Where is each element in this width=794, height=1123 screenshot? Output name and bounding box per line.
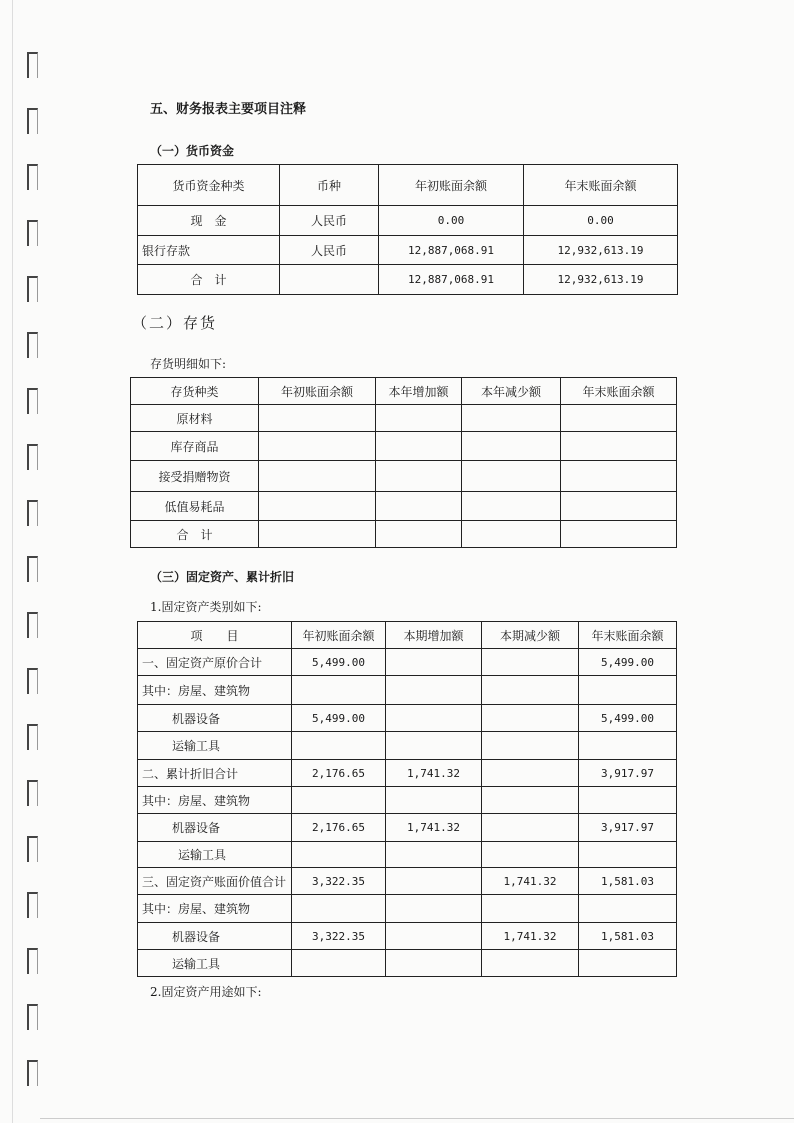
cell (259, 461, 376, 492)
table-row (138, 868, 677, 895)
cell (259, 432, 376, 461)
cell (386, 868, 482, 895)
cell: 1,741.32 (386, 760, 482, 787)
binding-hole-mark (27, 612, 38, 638)
cell: 3,322.35 (292, 868, 386, 895)
header-cell: 年初账面余额 (292, 622, 386, 649)
cell (482, 814, 579, 842)
cell (386, 950, 482, 977)
header-cell: 年初账面余额 (259, 378, 376, 405)
cell: 5,499.00 (579, 649, 677, 676)
cell: 一、固定资产原价合计 (138, 649, 292, 676)
cell (292, 787, 386, 814)
cell (462, 521, 561, 548)
cell (376, 521, 462, 548)
cell: 12,887,068.91 (379, 265, 524, 295)
cell (561, 461, 677, 492)
cell: 运输工具 (138, 732, 292, 760)
cell (376, 405, 462, 432)
header-cell: 本年增加额 (376, 378, 462, 405)
cell: 其中：房屋、建筑物 (138, 895, 292, 923)
cell (561, 492, 677, 521)
cell (462, 432, 561, 461)
cell (482, 950, 579, 977)
cell (386, 895, 482, 923)
cell: 库存商品 (131, 432, 259, 461)
header-cell: 年末账面余额 (524, 165, 678, 206)
cell (292, 895, 386, 923)
cell: 1,581.03 (579, 868, 677, 895)
cell (561, 521, 677, 548)
cell: 合 计 (138, 265, 280, 295)
table-row (138, 814, 677, 842)
cell: 现 金 (138, 206, 280, 236)
cell (376, 432, 462, 461)
cell: 低值易耗品 (131, 492, 259, 521)
cell: 原材料 (131, 405, 259, 432)
cell: 3,917.97 (579, 760, 677, 787)
cell (482, 842, 579, 868)
cell: 5,499.00 (292, 705, 386, 732)
cell (259, 521, 376, 548)
table-row (131, 521, 677, 548)
header-cell: 本期减少额 (482, 622, 579, 649)
cell (462, 405, 561, 432)
cash-title: （一）货币资金 (150, 144, 235, 158)
fixed-assets-table (137, 621, 677, 977)
binding-hole-mark (27, 556, 38, 582)
cell (280, 265, 379, 295)
cell: 0.00 (379, 206, 524, 236)
fixed-assets-usage-intro: 2.固定资产用途如下: (150, 985, 262, 999)
cell (259, 405, 376, 432)
header-cell: 年末账面余额 (561, 378, 677, 405)
table-row (138, 950, 677, 977)
cell: 3,322.35 (292, 923, 386, 950)
binding-hole-mark (27, 668, 38, 694)
cell (292, 950, 386, 977)
cell (579, 950, 677, 977)
cell: 1,741.32 (482, 923, 579, 950)
cell: 2,176.65 (292, 814, 386, 842)
cell: 5,499.00 (292, 649, 386, 676)
cell: 人民币 (280, 236, 379, 265)
cell: 1,581.03 (579, 923, 677, 950)
cell (386, 787, 482, 814)
binding-hole-mark (27, 892, 38, 918)
cell (482, 760, 579, 787)
cell: 机器设备 (138, 705, 292, 732)
table-row (138, 842, 677, 868)
cell (386, 649, 482, 676)
fixed-assets-title: （三）固定资产、累计折旧 (150, 570, 295, 584)
table-row (138, 732, 677, 760)
cell (579, 787, 677, 814)
table-row (138, 760, 677, 787)
inventory-table (130, 377, 677, 548)
binding-hole-mark (27, 780, 38, 806)
table-row (131, 492, 677, 521)
table-row (138, 705, 677, 732)
cell (292, 842, 386, 868)
page-edge-line (12, 0, 13, 1123)
table-row (138, 676, 677, 705)
header-cell: 本期增加额 (386, 622, 482, 649)
cell: 人民币 (280, 206, 379, 236)
cell: 12,932,613.19 (524, 236, 678, 265)
table-row (131, 461, 677, 492)
table-row (138, 265, 678, 295)
cell: 机器设备 (138, 814, 292, 842)
cell: 运输工具 (138, 842, 292, 868)
binding-hole-mark (27, 500, 38, 526)
inventory-title: （二）存货 (132, 314, 218, 332)
cell: 银行存款 (138, 236, 280, 265)
binding-hole-mark (27, 1060, 38, 1086)
binding-hole-mark (27, 52, 38, 78)
cell: 0.00 (524, 206, 678, 236)
header-cell: 本年减少额 (462, 378, 561, 405)
cell: 其中：房屋、建筑物 (138, 787, 292, 814)
table-row (138, 895, 677, 923)
cell: 1,741.32 (386, 814, 482, 842)
binding-hole-mark (27, 836, 38, 862)
binding-margin (0, 0, 60, 1123)
header-cell: 币种 (280, 165, 379, 206)
table-row (131, 405, 677, 432)
cell (386, 676, 482, 705)
binding-hole-mark (27, 1004, 38, 1030)
header-cell: 年初账面余额 (379, 165, 524, 206)
cell: 其中：房屋、建筑物 (138, 676, 292, 705)
cash-table (137, 164, 678, 295)
table-row (138, 787, 677, 814)
cell (579, 895, 677, 923)
header-cell: 年末账面余额 (579, 622, 677, 649)
cell (259, 492, 376, 521)
binding-hole-mark (27, 444, 38, 470)
cell (462, 492, 561, 521)
table-row (138, 206, 678, 236)
cell (579, 732, 677, 760)
cell (579, 842, 677, 868)
cell (482, 732, 579, 760)
header-cell: 项 目 (138, 622, 292, 649)
cell (482, 676, 579, 705)
table-header-row (138, 165, 678, 206)
table-header-row (138, 622, 677, 649)
cell (561, 405, 677, 432)
cell (482, 895, 579, 923)
cell (386, 705, 482, 732)
cell (579, 676, 677, 705)
binding-hole-mark (27, 164, 38, 190)
table-row (138, 649, 677, 676)
cell (292, 676, 386, 705)
cell: 3,917.97 (579, 814, 677, 842)
table-row (131, 432, 677, 461)
cell: 机器设备 (138, 923, 292, 950)
table-row (138, 236, 678, 265)
table-row (138, 923, 677, 950)
cell: 合 计 (131, 521, 259, 548)
cell: 1,741.32 (482, 868, 579, 895)
cell (386, 923, 482, 950)
inventory-intro: 存货明细如下: (150, 357, 227, 371)
table-header-row (131, 378, 677, 405)
binding-hole-mark (27, 332, 38, 358)
cell (561, 432, 677, 461)
fixed-assets-intro: 1.固定资产类别如下: (150, 600, 262, 614)
cell: 运输工具 (138, 950, 292, 977)
cell (376, 461, 462, 492)
cell: 三、固定资产账面价值合计 (138, 868, 292, 895)
cell: 12,932,613.19 (524, 265, 678, 295)
header-cell: 存货种类 (131, 378, 259, 405)
cell: 12,887,068.91 (379, 236, 524, 265)
binding-hole-mark (27, 276, 38, 302)
cell (482, 705, 579, 732)
cell: 5,499.00 (579, 705, 677, 732)
cell (482, 787, 579, 814)
cell (376, 492, 462, 521)
cell (462, 461, 561, 492)
cell (386, 842, 482, 868)
binding-hole-mark (27, 948, 38, 974)
section-title: 五、财务报表主要项目注释 (150, 102, 307, 117)
cell: 接受捐赠物资 (131, 461, 259, 492)
cell (386, 732, 482, 760)
cell: 二、累计折旧合计 (138, 760, 292, 787)
binding-hole-mark (27, 220, 38, 246)
cell (292, 732, 386, 760)
binding-hole-mark (27, 108, 38, 134)
page-bottom-edge (40, 1118, 794, 1119)
cell (482, 649, 579, 676)
binding-hole-mark (27, 388, 38, 414)
header-cell: 货币资金种类 (138, 165, 280, 206)
cell: 2,176.65 (292, 760, 386, 787)
binding-hole-mark (27, 724, 38, 750)
